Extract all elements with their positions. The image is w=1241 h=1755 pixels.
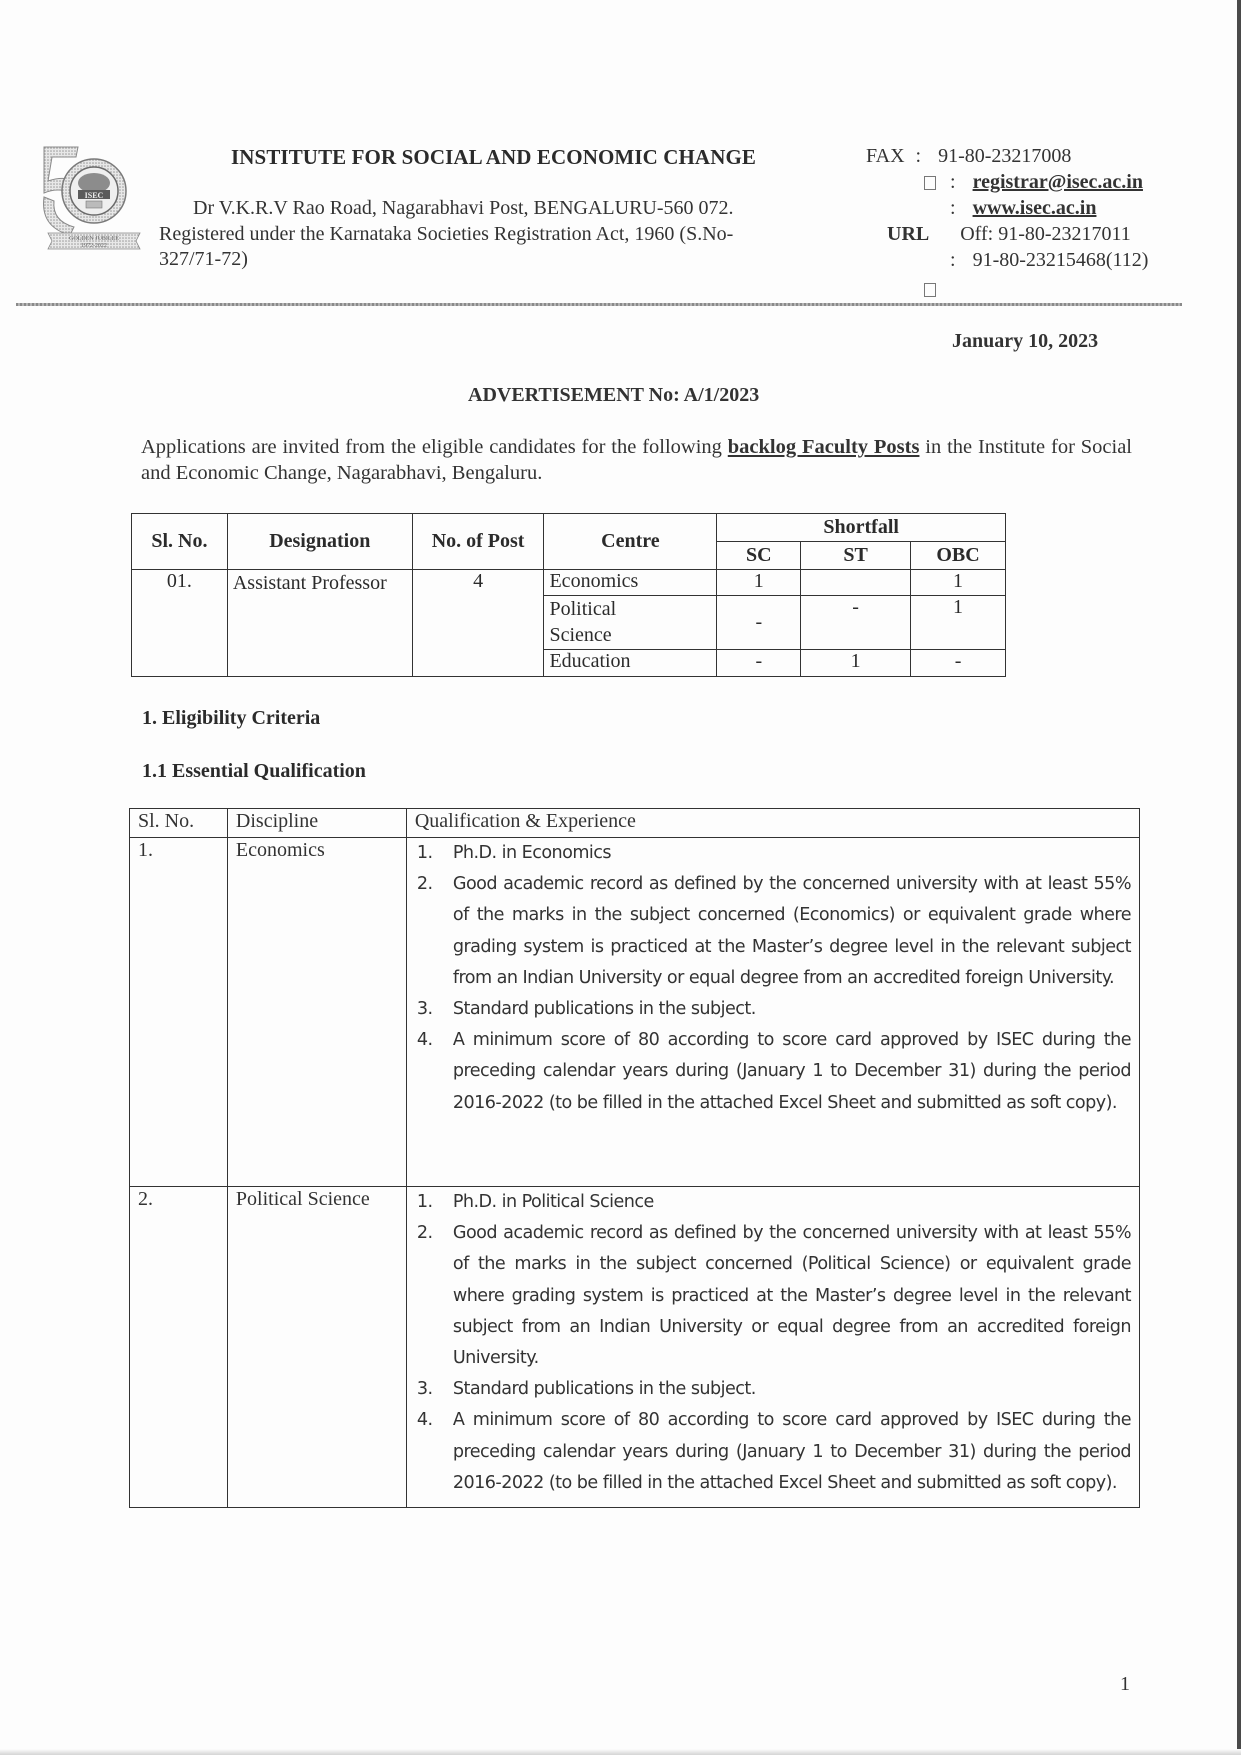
cell-obc: 1 — [911, 596, 1006, 650]
svg-text:1972-2022: 1972-2022 — [81, 243, 107, 249]
cell-st: - — [801, 596, 911, 650]
separator: : — [950, 197, 956, 219]
address-line-1: Dr V.K.R.V Rao Road, Nagarabhavi Post, BENGALURU-560 072. — [193, 197, 734, 219]
golden-jubilee-logo-icon — [26, 141, 144, 259]
document-date: January 10, 2023 — [952, 330, 1099, 352]
list-item: 4. A minimum score of 80 according to score card approved by ISEC during the preceding calendar years during (January 1 to December 31) during the period 2016-2022 (to be filled in the attached Excel Sheet and submitted as soft copy). — [416, 1030, 1131, 1113]
cell-centre: Political Science — [544, 596, 717, 650]
header-no-of-post: No. of Post — [412, 514, 544, 570]
separator: : — [950, 171, 956, 193]
phone-icon — [924, 283, 936, 297]
header-sl-no: Sl. No. — [130, 809, 228, 838]
institute-name: INSTITUTE FOR SOCIAL AND ECONOMIC CHANGE — [231, 145, 757, 169]
separator: : — [950, 249, 956, 271]
fax-number: 91-80-23217008 — [938, 145, 1072, 167]
separator: : — [915, 145, 922, 167]
header-sc: SC — [717, 542, 801, 570]
header-st: ST — [801, 542, 911, 570]
cell-sc: - — [717, 650, 801, 677]
qualification-list — [417, 1187, 1131, 1499]
intro-highlight: backlog Faculty Posts — [727, 436, 920, 458]
cell-centre: Economics — [544, 570, 717, 596]
section-heading-eligibility: 1. Eligibility Criteria — [142, 707, 321, 729]
cell-discipline: Political Science — [227, 1187, 406, 1508]
cell-obc: 1 — [911, 570, 1006, 596]
cell-obc: - — [911, 650, 1006, 677]
list-item: 2. Good academic record as defined by the concerned university with at least 55% of the marks in the subject concerned (Economics) or equivalent grade where grading system is practiced at the Master’s degree level in the relevant subject from an Indian University or equal degree from an accredited foreign University. — [416, 874, 1131, 988]
page-number: 1 — [1120, 1673, 1130, 1695]
contact-phone-icon — [924, 278, 936, 301]
cell-sl-no: 01. — [132, 570, 228, 677]
contact-url-office — [887, 223, 1131, 246]
header-sl-no: Sl. No. — [132, 514, 228, 570]
table-row — [130, 1187, 1140, 1508]
address-line-2: Registered under the Karnataka Societies Registration Act, 1960 (S.No- — [159, 223, 734, 245]
contact-phone — [950, 249, 1148, 272]
cell-sc: - — [717, 596, 801, 650]
intro-text-after: in the Institute for Social and Economic Change, Nagarabhavi, Bengaluru. — [141, 436, 1133, 484]
table-row — [130, 838, 1140, 1187]
header-shortfall: Shortfall — [717, 514, 1006, 542]
phone-number: 91-80-23215468(112) — [972, 249, 1149, 271]
address-line-3: 327/71-72) — [159, 248, 248, 270]
office-phone: Off: 91-80-23217011 — [960, 223, 1131, 245]
table-header-row — [132, 514, 1006, 542]
list-item: 2. Good academic record as defined by the concerned university with at least 55% of the marks in the subject concerned (Political Science) or equivalent grade where grading system is practiced at the Master’s degree level in the relevant subject from an Indian University or equal degree from an accredited foreign University. — [416, 1223, 1131, 1369]
header-divider — [16, 303, 1182, 306]
scan-edge — [1237, 0, 1241, 1755]
email-icon — [924, 176, 936, 190]
advertisement-title: ADVERTISEMENT No: A/1/2023 — [468, 384, 760, 406]
list-item: 1. Ph.D. in Political Science — [416, 1192, 654, 1212]
contact-email — [924, 171, 1143, 194]
cell-qualification — [406, 838, 1139, 1187]
fax-label: FAX — [866, 145, 905, 167]
cell-sl-no: 2. — [130, 1187, 228, 1508]
url-label: URL — [887, 223, 930, 245]
cell-sl-no: 1. — [130, 838, 228, 1187]
svg-text:GOLDEN JUBILEE: GOLDEN JUBILEE — [69, 236, 119, 242]
cell-st: 1 — [801, 650, 911, 677]
website-link[interactable]: www.isec.ac.in — [972, 197, 1097, 219]
cell-centre: Education — [544, 650, 717, 677]
table-header-row — [130, 809, 1140, 838]
table-row — [132, 570, 1006, 596]
cell-st — [801, 570, 911, 596]
list-item: 4. A minimum score of 80 according to score card approved by ISEC during the preceding calendar years during (January 1 to December 31) during the period 2016-2022 (to be filled in the attached Excel Sheet and submitted as soft copy). — [416, 1410, 1131, 1493]
list-item: 3. Standard publications in the subject. — [416, 1379, 756, 1400]
svg-text:ISEC: ISEC — [84, 191, 104, 200]
header-qualification: Qualification & Experience — [406, 809, 1139, 838]
qualification-table — [129, 808, 1140, 1508]
cell-sc: 1 — [717, 570, 801, 596]
header-designation: Designation — [227, 514, 412, 570]
cell-discipline: Economics — [227, 838, 406, 1187]
qualification-list — [417, 838, 1131, 1119]
section-heading-essential-qualification: 1.1 Essential Qualification — [142, 760, 366, 782]
contact-website — [950, 197, 1096, 220]
cell-no-of-post: 4 — [412, 570, 544, 677]
posts-table — [131, 513, 1006, 677]
scan-edge — [0, 1749, 1241, 1755]
cell-designation: Assistant Professor — [227, 570, 412, 677]
cell-qualification — [406, 1187, 1139, 1508]
email-link[interactable]: registrar@isec.ac.in — [972, 171, 1143, 193]
intro-paragraph — [141, 434, 1132, 486]
contact-fax — [866, 145, 1071, 168]
list-item: 3. Standard publications in the subject. — [416, 999, 756, 1020]
list-item: 1. Ph.D. in Economics — [416, 843, 612, 863]
header-discipline: Discipline — [227, 809, 406, 838]
header-obc: OBC — [911, 542, 1006, 570]
header-centre: Centre — [544, 514, 717, 570]
intro-text-before: Applications are invited from the eligible candidates for the following — [141, 436, 728, 458]
